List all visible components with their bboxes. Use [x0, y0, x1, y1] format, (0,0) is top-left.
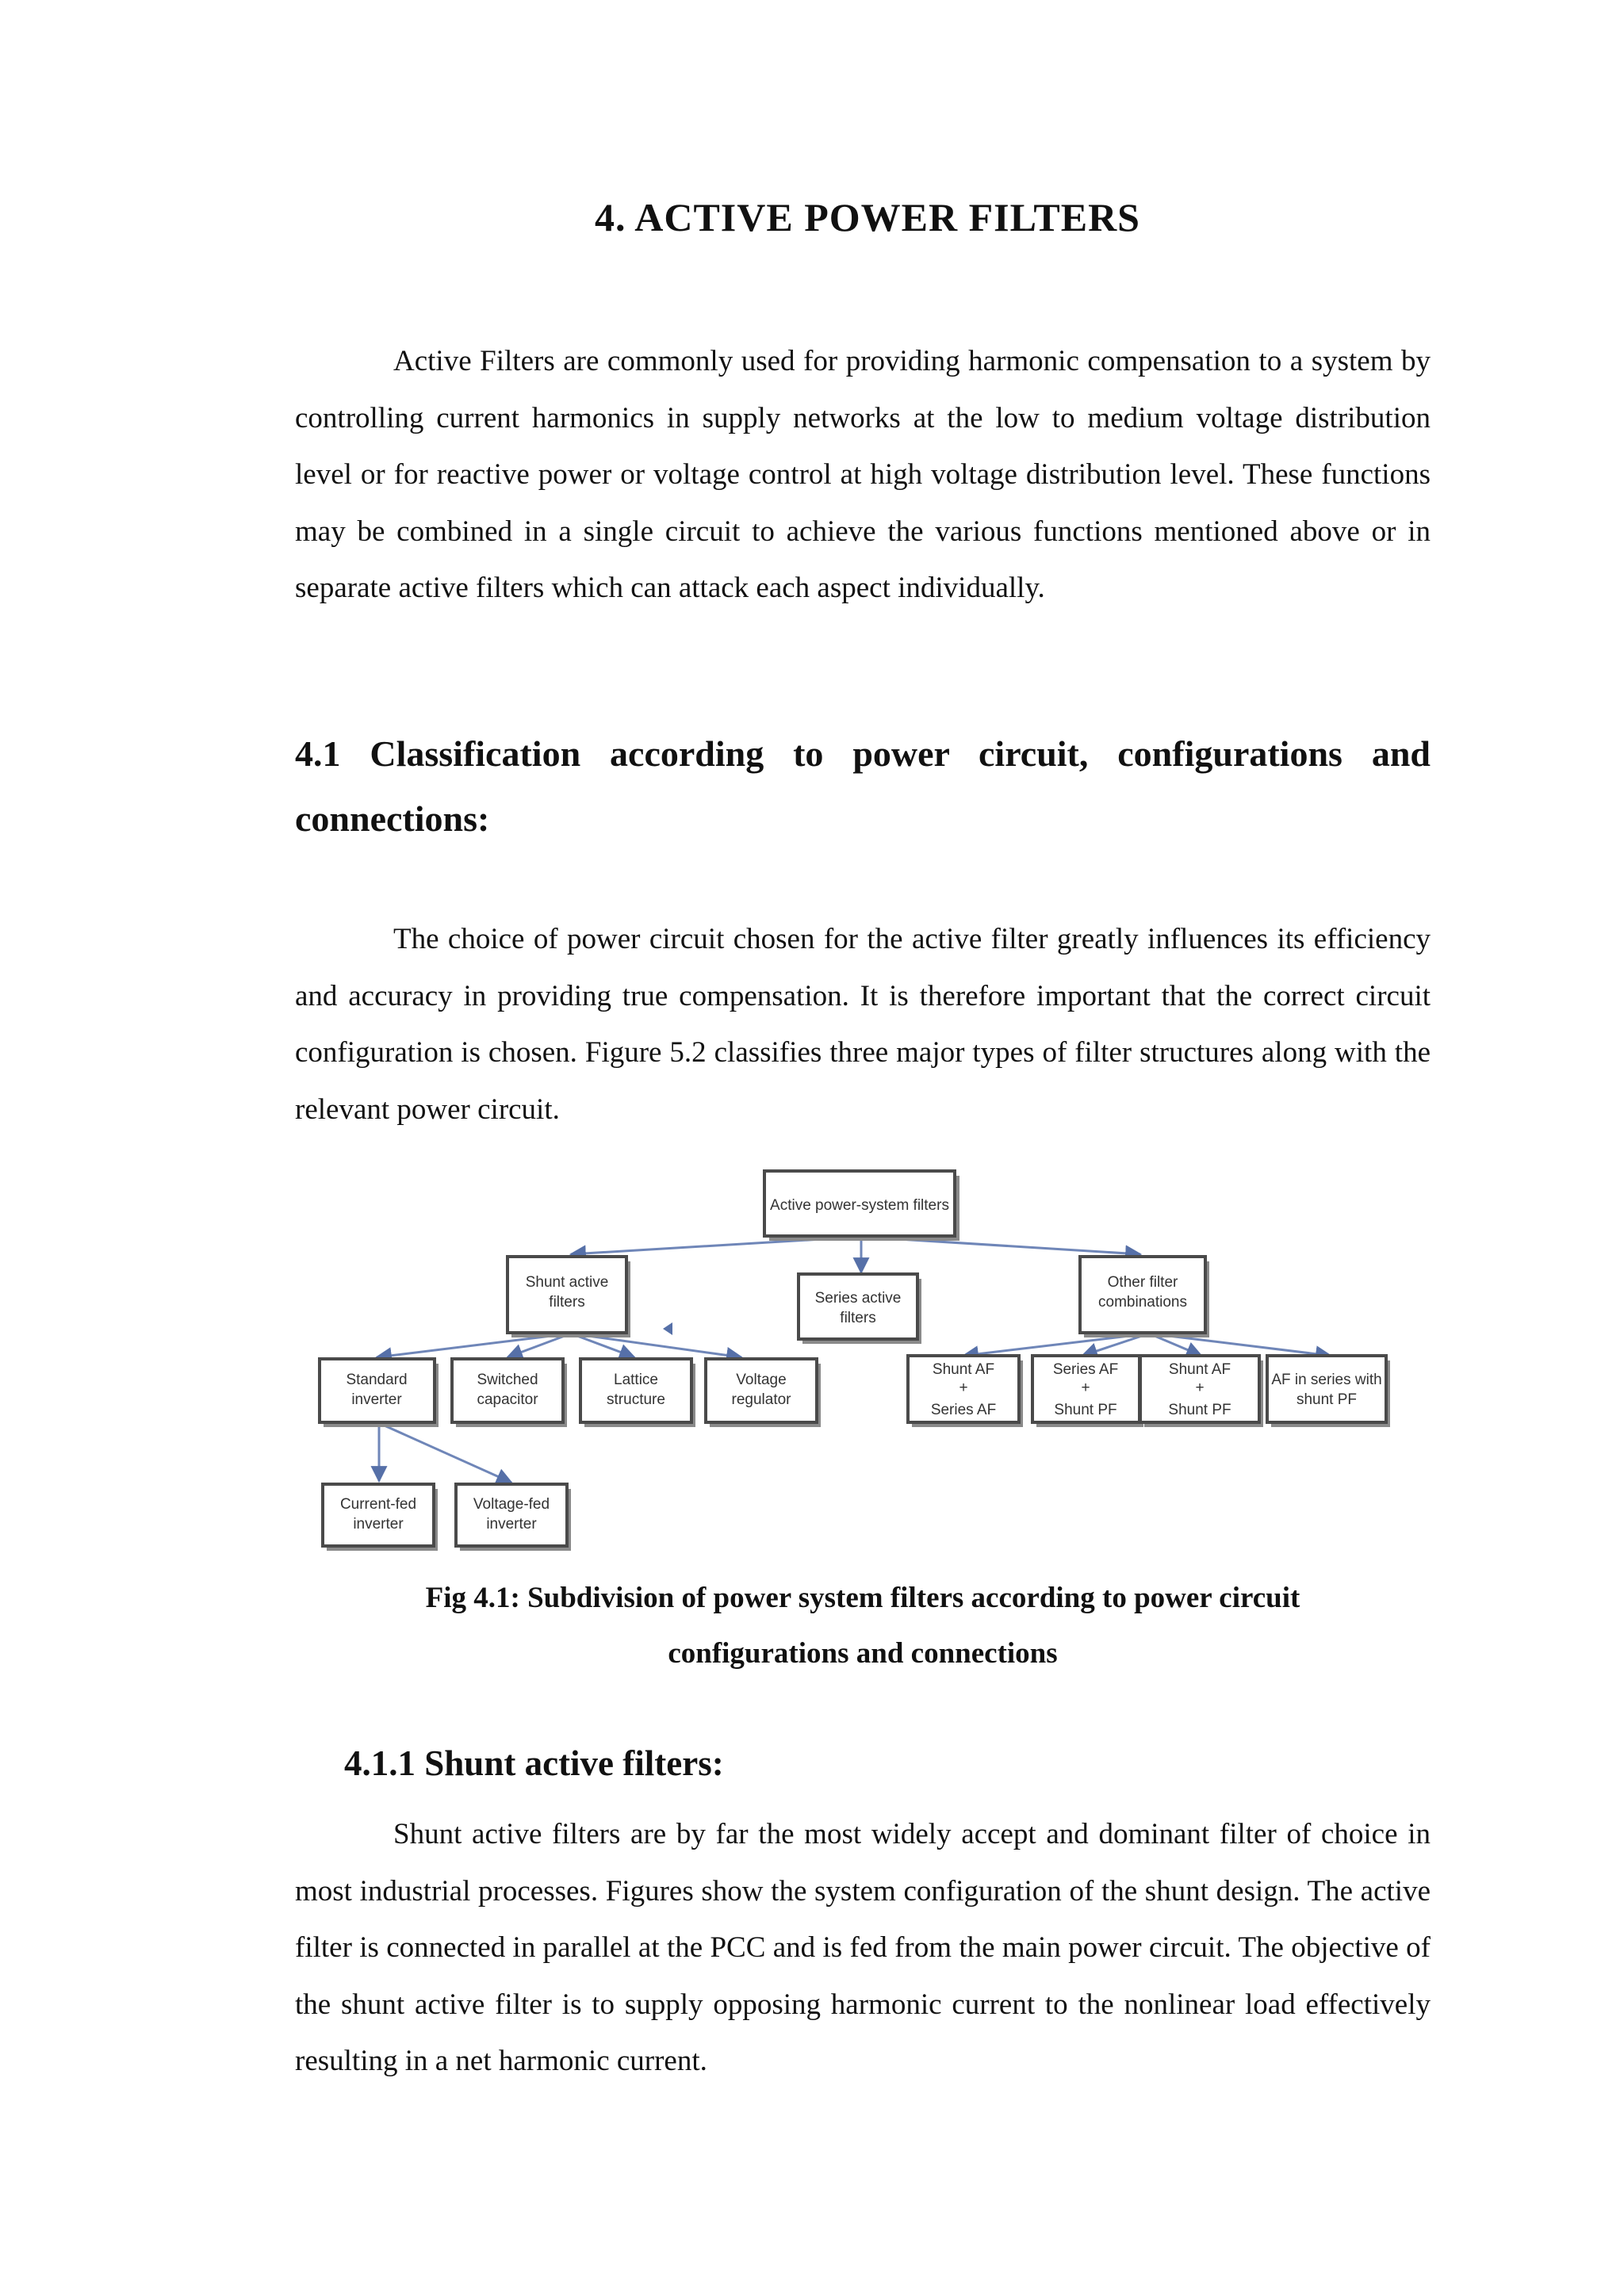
svg-text:inverter: inverter [351, 1391, 402, 1408]
svg-text:inverter: inverter [353, 1516, 404, 1533]
svg-text:Series active: Series active [814, 1290, 902, 1307]
svg-text:Series AF: Series AF [930, 1402, 997, 1418]
svg-text:Other filter: Other filter [1107, 1274, 1178, 1291]
node-standard-inverter [320, 1359, 439, 1427]
svg-text:Shunt PF: Shunt PF [1054, 1402, 1117, 1418]
svg-text:Standard: Standard [346, 1372, 408, 1388]
figure-caption-line-2: configurations and connections [668, 1637, 1058, 1670]
section-4-1-1-paragraph-text: Shunt active filters are by far the most widely accept and dominant filter of choice in most industrial processes. Figures show the system configuration of the shunt design. The active filter is connected in parallel at the PCC and is fed from the main power circuit. The objective of the shunt active filter is to supply opposing harmonic current to the nonlinear load effectively resulting in a net harmonic current. [295, 1818, 1431, 2077]
svg-text:filters: filters [840, 1310, 876, 1326]
figure-caption [295, 1571, 1431, 1682]
svg-text:Switched: Switched [477, 1372, 538, 1388]
svg-text:AF in series with: AF in series with [1271, 1372, 1382, 1388]
svg-text:shunt PF: shunt PF [1296, 1391, 1358, 1408]
svg-text:Voltage: Voltage [736, 1372, 787, 1388]
section-heading-4-1-1: 4.1.1 Shunt active filters: [344, 1743, 724, 1783]
svg-text:Voltage-fed: Voltage-fed [473, 1496, 550, 1513]
svg-text:+: + [959, 1380, 968, 1396]
node-voltage-fed-inverter [456, 1484, 571, 1551]
node-voltage-regulator [706, 1359, 821, 1427]
chapter-title: 4. ACTIVE POWER FILTERS [595, 195, 1140, 239]
node-current-fed-inverter [323, 1484, 438, 1551]
section-4-1-paragraph-text: The choice of power circuit chosen for the active filter greatly influences its efficiency and accuracy in providing true compensation. It is therefore important that the correct circuit configuration is chosen. Figure 5.2 classifies three major types of filter structures along with the relevant power circuit. [295, 923, 1431, 1126]
node-series-af-shunt-pf [1032, 1356, 1143, 1427]
node-lattice-structure [580, 1359, 695, 1427]
node-series-active-filters [799, 1274, 921, 1344]
svg-text:structure: structure [607, 1391, 665, 1408]
svg-text:Series AF: Series AF [1052, 1361, 1119, 1378]
svg-text:Shunt AF: Shunt AF [932, 1361, 995, 1378]
intro-paragraph-text: Active Filters are commonly used for providing harmonic compensation to a system by controlling current harmonics in supply networks at the low to medium voltage distribution level or for reactive power or voltage control at high voltage distribution level. These functions may be combined in a single circuit to achieve the various functions mentioned above or in separate active filters which can attack each aspect individually. [295, 345, 1431, 604]
node-shunt-af-series-af [908, 1356, 1023, 1427]
node-af-in-series-with-shunt-pf [1267, 1356, 1390, 1427]
svg-text:Active power-system filters: Active power-system filters [770, 1197, 949, 1214]
figure-caption-line-1: Fig 4.1: Subdivision of power system filters according to power circuit [425, 1582, 1300, 1614]
node-switched-capacitor [452, 1359, 567, 1427]
svg-text:+: + [1081, 1380, 1090, 1396]
svg-text:+: + [1195, 1380, 1205, 1396]
svg-text:Shunt active: Shunt active [525, 1274, 609, 1291]
svg-text:inverter: inverter [486, 1516, 537, 1533]
svg-text:Shunt AF: Shunt AF [1168, 1361, 1231, 1378]
svg-text:combinations: combinations [1098, 1294, 1187, 1311]
node-shunt-active-filters [508, 1257, 630, 1337]
node-other-filter-combinations [1080, 1257, 1209, 1337]
svg-text:regulator: regulator [731, 1391, 791, 1408]
svg-text:Lattice: Lattice [614, 1372, 658, 1388]
svg-text:Current-fed: Current-fed [339, 1496, 417, 1513]
svg-text:capacitor: capacitor [477, 1391, 538, 1408]
svg-text:filters: filters [549, 1294, 585, 1311]
node-shunt-af-shunt-pf [1140, 1356, 1263, 1427]
section-4-1-1-paragraph [295, 1806, 1431, 2090]
section-heading-4-1: 4.1 Classification according to power circuit, configurations and connections: [295, 733, 1431, 839]
svg-text:Shunt PF: Shunt PF [1168, 1402, 1231, 1418]
node-active-power-system-filters [764, 1171, 959, 1241]
